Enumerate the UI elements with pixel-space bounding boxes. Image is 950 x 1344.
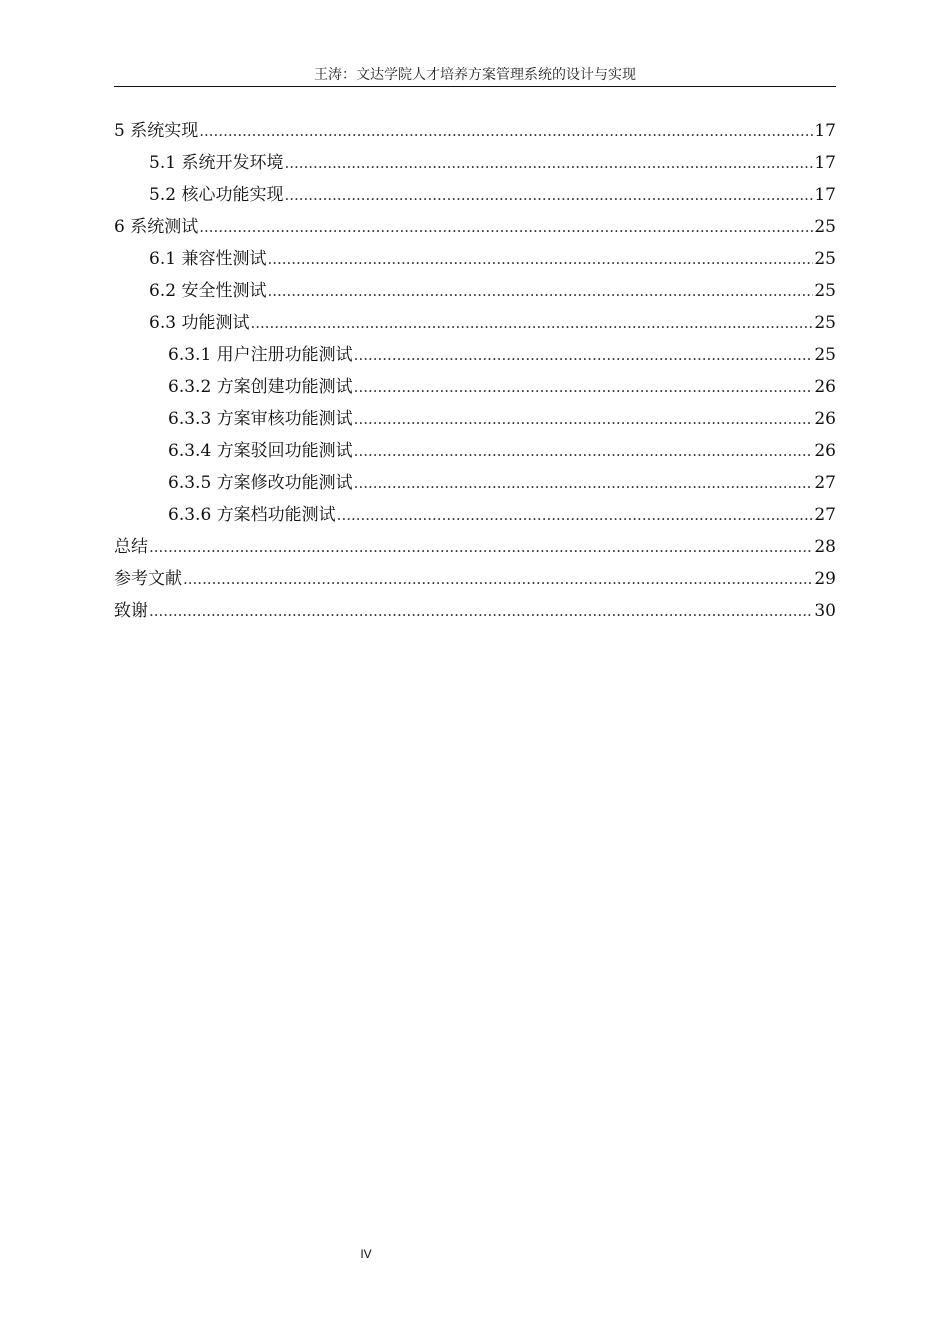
toc-dot-leader	[149, 597, 813, 625]
toc-entry-page: 27	[814, 505, 836, 525]
toc-dot-leader	[354, 341, 814, 369]
toc-dot-leader	[354, 437, 814, 465]
toc-dot-leader	[284, 149, 813, 177]
toc-entry-6[interactable]	[114, 213, 836, 245]
toc-entry-title: 6.3.1 用户注册功能测试	[168, 345, 353, 365]
toc-entry-title: 6.3.5 方案修改功能测试	[168, 473, 353, 493]
toc-entry-page: 25	[814, 249, 836, 269]
toc-entry-title: 6.3 功能测试	[149, 313, 250, 333]
toc-entry-acknowledgements[interactable]	[114, 597, 836, 629]
toc-entry-title: 总结	[114, 537, 148, 557]
toc-entry-5-2[interactable]	[114, 181, 836, 213]
toc-entry-6-3-1[interactable]	[114, 341, 836, 373]
toc-entry-title: 6.1 兼容性测试	[149, 249, 267, 269]
toc-dot-leader	[149, 533, 813, 561]
toc-entry-summary[interactable]	[114, 533, 836, 565]
toc-entry-page: 25	[814, 313, 836, 333]
toc-entry-page: 25	[814, 217, 836, 237]
toc-entry-title: 致谢	[114, 601, 148, 621]
toc-entry-page: 30	[814, 601, 836, 621]
toc-entry-title: 5.1 系统开发环境	[149, 153, 284, 173]
toc-dot-leader	[183, 565, 813, 593]
toc-entry-title: 6.3.3 方案审核功能测试	[168, 409, 353, 429]
toc-entry-page: 29	[814, 569, 836, 589]
toc-dot-leader	[267, 277, 813, 305]
toc-dot-leader	[354, 373, 814, 401]
toc-entry-6-3-5[interactable]	[114, 469, 836, 501]
header-divider	[114, 86, 836, 87]
toc-dot-leader	[199, 213, 813, 241]
toc-entry-title: 6.3.6 方案档功能测试	[168, 505, 336, 525]
toc-entry-page: 26	[814, 377, 836, 397]
toc-dot-leader	[250, 309, 813, 337]
toc-dot-leader	[337, 501, 814, 529]
toc-entry-title: 6.2 安全性测试	[149, 281, 267, 301]
toc-entry-page: 26	[814, 409, 836, 429]
toc-dot-leader	[284, 181, 813, 209]
toc-entry-references[interactable]	[114, 565, 836, 597]
toc-entry-page: 17	[814, 153, 836, 173]
toc-entry-title: 5.2 核心功能实现	[149, 185, 284, 205]
toc-entry-6-3-6[interactable]	[114, 501, 836, 533]
table-of-contents	[114, 117, 836, 629]
toc-entry-page: 25	[814, 345, 836, 365]
toc-entry-6-3-2[interactable]	[114, 373, 836, 405]
toc-entry-page: 28	[814, 537, 836, 557]
toc-dot-leader	[267, 245, 813, 273]
toc-entry-6-1[interactable]	[114, 245, 836, 277]
toc-entry-page: 25	[814, 281, 836, 301]
page-number: IV	[360, 1247, 372, 1261]
toc-entry-5[interactable]	[114, 117, 836, 149]
toc-dot-leader	[354, 405, 814, 433]
toc-entry-page: 17	[814, 121, 836, 141]
toc-entry-page: 27	[814, 473, 836, 493]
toc-entry-6-2[interactable]	[114, 277, 836, 309]
toc-dot-leader	[199, 117, 813, 145]
toc-entry-6-3-4[interactable]	[114, 437, 836, 469]
toc-entry-title: 6.3.4 方案驳回功能测试	[168, 441, 353, 461]
toc-entry-5-1[interactable]	[114, 149, 836, 181]
toc-entry-6-3-3[interactable]	[114, 405, 836, 437]
toc-entry-title: 参考文献	[114, 569, 182, 589]
toc-dot-leader	[354, 469, 814, 497]
toc-entry-title: 6 系统测试	[114, 217, 199, 237]
running-header: 王涛：文达学院人才培养方案管理系统的设计与实现	[314, 67, 636, 83]
toc-entry-title: 6.3.2 方案创建功能测试	[168, 377, 353, 397]
toc-entry-page: 17	[814, 185, 836, 205]
toc-entry-title: 5 系统实现	[114, 121, 199, 141]
toc-entry-page: 26	[814, 441, 836, 461]
toc-entry-6-3[interactable]	[114, 309, 836, 341]
